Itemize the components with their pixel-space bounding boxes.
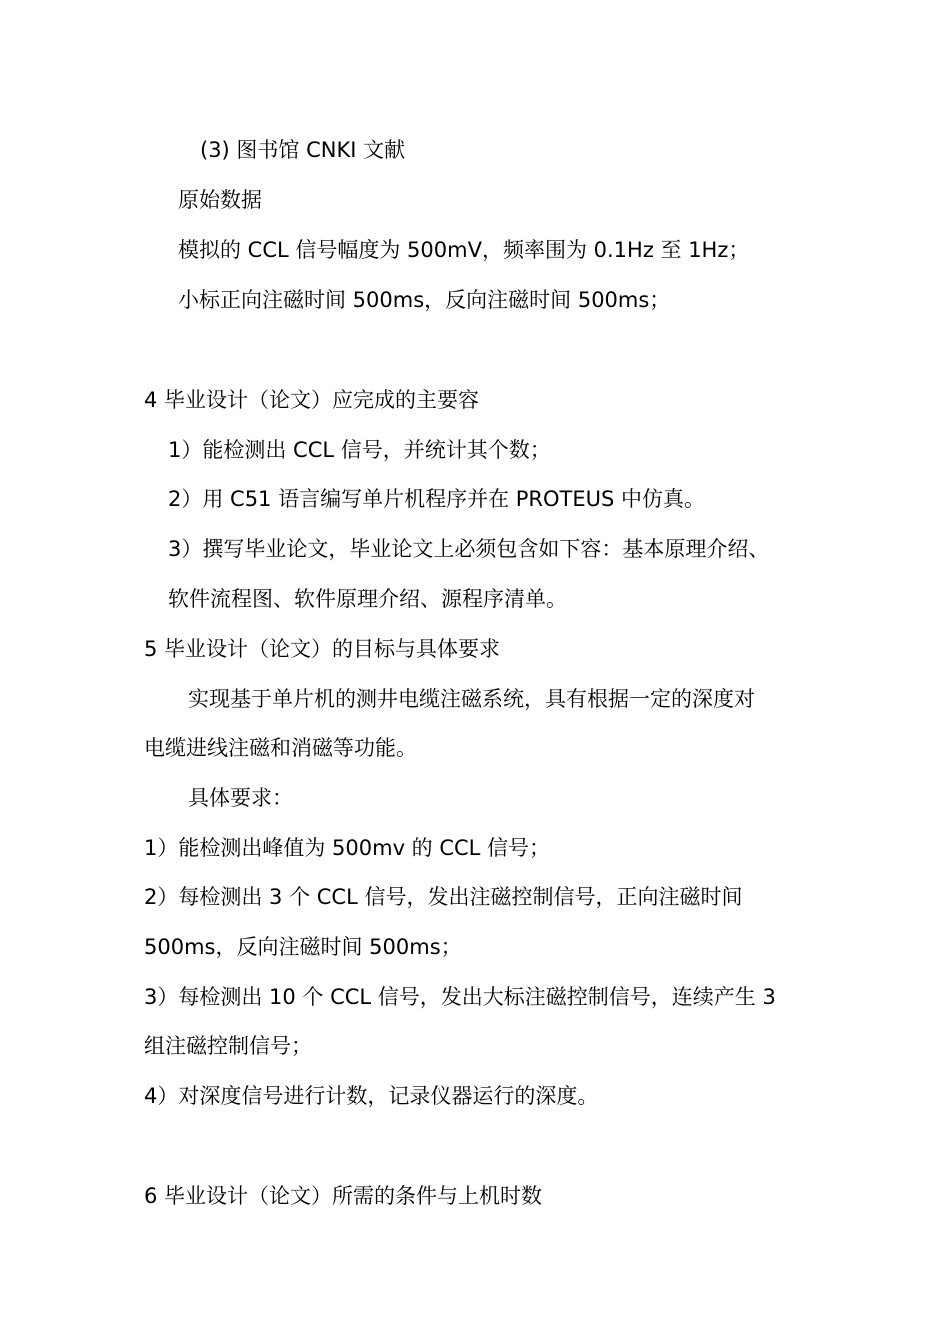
paragraph-line: 具体要求：	[188, 786, 293, 810]
raw-data-heading: 原始数据	[178, 188, 262, 212]
list-item: 4）对深度信号进行计数，记录仪器运行的深度。	[144, 1084, 599, 1108]
raw-data-line: 小标正向注磁时间 500ms，反向注磁时间 500ms；	[178, 288, 671, 312]
list-item: 1）能检测出 CCL 信号，并统计其个数；	[168, 438, 551, 462]
list-item: 3）撰写毕业论文，毕业论文上必须包含如下容：基本原理介绍、	[168, 537, 770, 561]
list-item-continuation: 500ms，反向注磁时间 500ms；	[144, 935, 462, 959]
paragraph-line: 实现基于单片机的测井电缆注磁系统，具有根据一定的深度对	[188, 687, 755, 711]
list-item-continuation: 软件流程图、软件原理介绍、源程序清单。	[168, 587, 567, 611]
raw-data-line: 模拟的 CCL 信号幅度为 500mV，频率围为 0.1Hz 至 1Hz；	[178, 238, 750, 262]
section-heading: 6 毕业设计（论文）所需的条件与上机时数	[144, 1184, 543, 1208]
section-heading: 4 毕业设计（论文）应完成的主要容	[144, 388, 480, 412]
section-heading: 5 毕业设计（论文）的目标与具体要求	[144, 637, 501, 661]
list-item: 1）能检测出峰值为 500mv 的 CCL 信号；	[144, 836, 551, 860]
paragraph-line: 电缆进线注磁和消磁等功能。	[144, 736, 417, 760]
reference-item: (3) 图书馆 CNKI 文献	[200, 138, 406, 162]
list-item: 3）每检测出 10 个 CCL 信号，发出大标注磁控制信号，连续产生 3	[144, 985, 776, 1009]
list-item: 2）用 C51 语言编写单片机程序并在 PROTEUS 中仿真。	[168, 487, 706, 511]
list-item-continuation: 组注磁控制信号；	[144, 1034, 312, 1058]
list-item: 2）每检测出 3 个 CCL 信号，发出注磁控制信号，正向注磁时间	[144, 885, 743, 909]
